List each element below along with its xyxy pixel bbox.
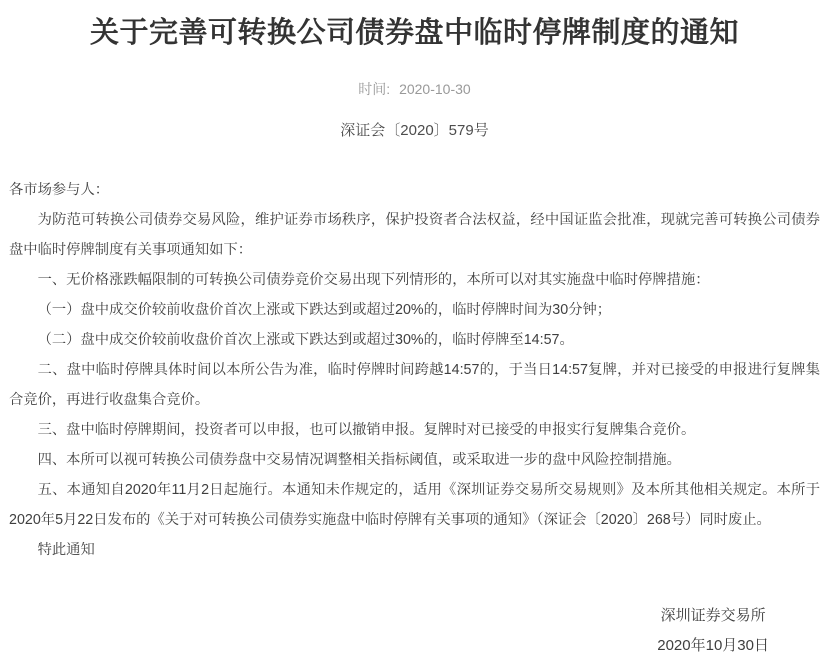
- closing-phrase: 特此通知: [37, 542, 95, 558]
- time-label: 时间:: [358, 81, 391, 97]
- clause-1: 一、无价格涨跌幅限制的可转换公司债券竞价交易出现下列情形的，本所可以对其实施盘中临时停牌措施：: [37, 272, 710, 288]
- salutation: 各市场参与人：: [9, 182, 110, 198]
- clause-3: 三、盘中临时停牌期间，投资者可以申报，也可以撤销申报。复牌时对已接受的申报实行复牌集合竞价。: [37, 422, 696, 438]
- signature-inner: [657, 601, 769, 656]
- clause-1-item-2: （二）盘中成交价较前收盘价首次上涨或下跌达到或超过30%的，临时停牌至14:57。: [37, 332, 574, 348]
- signature-date: 2020年10月30日: [657, 637, 769, 654]
- page-title: 关于完善可转换公司债券盘中临时停牌制度的通知: [89, 17, 739, 49]
- paragraph-intro: 为防范可转换公司债券交易风险，维护证券市场秩序，保护投资者合法权益，经中国证监会批准，现就完善可转换公司债券盘中临时停牌制度有关事项通知如下：: [9, 212, 820, 258]
- notice-body: [0, 175, 829, 565]
- clause-1-item-1: （一）盘中成交价较前收盘价首次上涨或下跌达到或超过20%的，临时停牌时间为30分钟；: [37, 302, 612, 318]
- clause-5: 五、本通知自2020年11月2日起施行。本通知未作规定的，适用《深圳证券交易所交易规则》及本所其他相关规定。本所于2020年5月22日发布的《关于对可转换公司债券实施盘中临时停牌有关事项的通知》（深证会〔2020〕268号）同时废止。: [9, 482, 820, 528]
- publish-time-row: [0, 79, 829, 99]
- clause-4: 四、本所可以视可转换公司债券盘中交易情况调整相关指标阈值，或采取进一步的盘中风险控制措施。: [37, 452, 681, 468]
- clause-2: 二、盘中临时停牌具体时间以本所公告为准，临时停牌时间跨越14:57的，于当日14:57复牌，并对已接受的申报进行复牌集合竞价，再进行收盘集合竞价。: [9, 362, 820, 408]
- issuer-name: 深圳证券交易所: [660, 607, 766, 624]
- signature-block: [0, 601, 829, 656]
- document-number: 深证会〔2020〕579号: [340, 122, 489, 139]
- time-value: 2020-10-30: [399, 81, 471, 97]
